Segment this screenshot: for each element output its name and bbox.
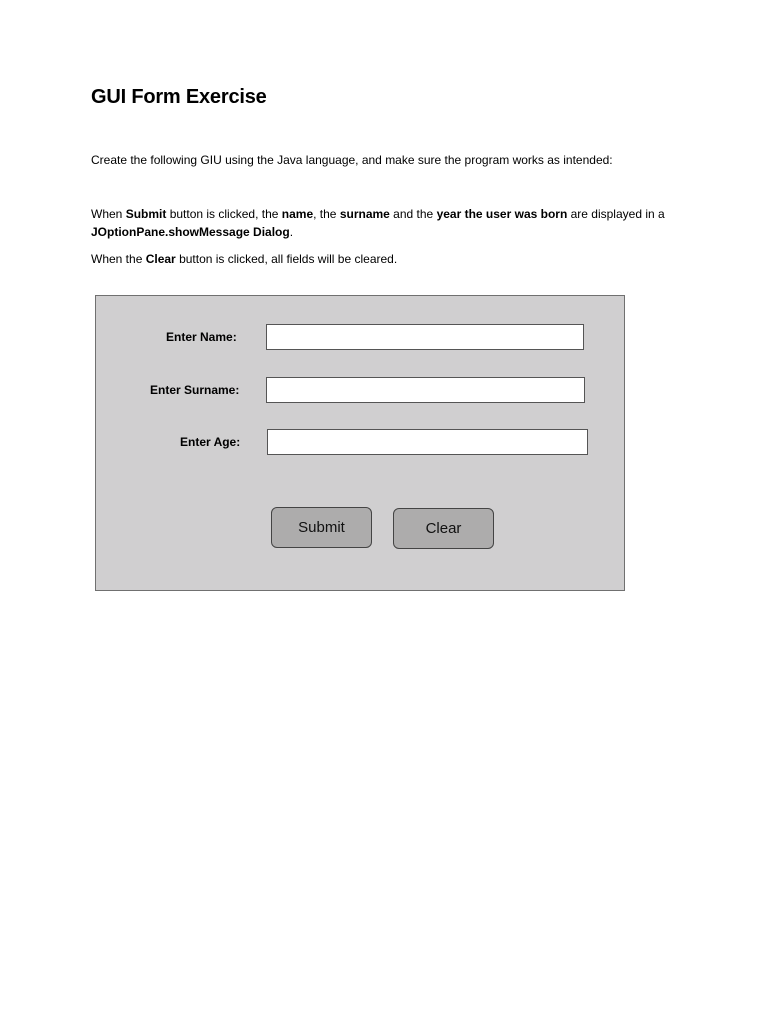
clear-description-paragraph bbox=[91, 250, 671, 268]
text-segment: . bbox=[289, 225, 294, 239]
text-segment: are displayed in a bbox=[567, 207, 665, 221]
instructions-paragraph: Create the following GIU using the Java language, and make sure the program works as intended: bbox=[91, 153, 613, 167]
surname-label: Enter Surname: bbox=[150, 383, 240, 397]
clear-button[interactable]: Clear bbox=[393, 508, 494, 549]
page-title: GUI Form Exercise bbox=[91, 86, 267, 108]
bold-segment: Submit bbox=[125, 207, 167, 221]
text-segment: button is clicked, all fields will be cleared. bbox=[175, 252, 398, 266]
submit-description-paragraph bbox=[91, 205, 671, 241]
bold-segment: JOptionPane.showMessage Dialog bbox=[91, 225, 290, 239]
name-label: Enter Name: bbox=[166, 330, 237, 344]
submit-button[interactable]: Submit bbox=[271, 507, 372, 548]
bold-segment: surname bbox=[339, 207, 390, 221]
text-segment: When bbox=[91, 207, 126, 221]
surname-input[interactable] bbox=[266, 377, 585, 403]
age-input[interactable] bbox=[267, 429, 588, 455]
bold-segment: year the user was born bbox=[436, 207, 568, 221]
form-panel bbox=[95, 295, 625, 591]
text-segment: , the bbox=[313, 207, 340, 221]
name-input[interactable] bbox=[266, 324, 584, 350]
bold-segment: Clear bbox=[145, 252, 176, 266]
bold-segment: name bbox=[281, 207, 314, 221]
text-segment: and the bbox=[389, 207, 437, 221]
text-segment: When the bbox=[91, 252, 146, 266]
age-label: Enter Age: bbox=[180, 435, 241, 449]
text-segment: button is clicked, the bbox=[166, 207, 282, 221]
